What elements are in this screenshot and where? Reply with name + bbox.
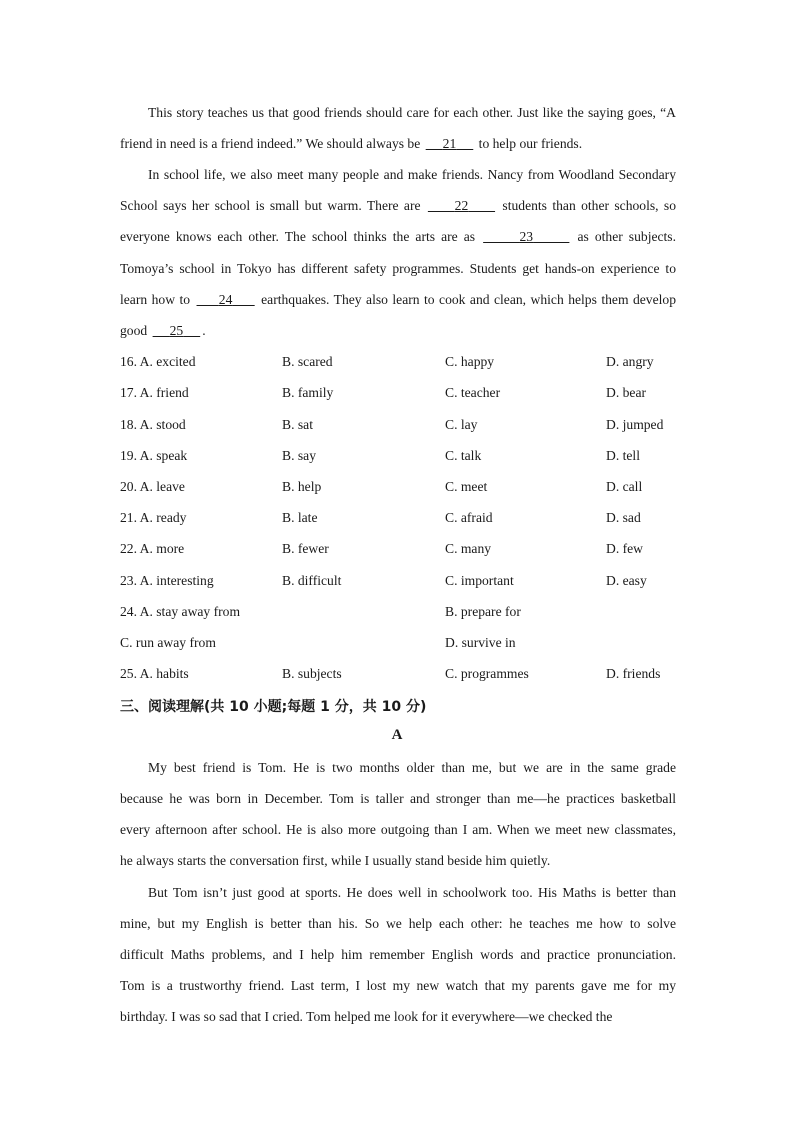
- option-b[interactable]: B. subjects: [282, 666, 342, 681]
- text-segment: to help our friends.: [475, 136, 583, 151]
- blank-23[interactable]: [481, 229, 571, 244]
- option-d[interactable]: D. easy: [606, 573, 647, 588]
- option-b[interactable]: B. scared: [282, 354, 333, 369]
- option-d[interactable]: D. call: [606, 479, 643, 494]
- text-segment: friend in need is a friend indeed.” We should always be: [120, 136, 424, 151]
- option-a[interactable]: 21. A. ready: [120, 510, 187, 525]
- option-d[interactable]: D. survive in: [445, 635, 516, 650]
- option-a[interactable]: 23. A. interesting: [120, 573, 214, 588]
- text-segment: School says her school is small but warm. There are: [120, 198, 426, 213]
- option-a[interactable]: 17. A. friend: [120, 385, 189, 400]
- option-a[interactable]: 24. A. stay away from: [120, 604, 241, 619]
- option-c[interactable]: C. run away from: [120, 635, 216, 650]
- option-b[interactable]: B. prepare for: [445, 604, 521, 619]
- blank-number: 23: [519, 229, 534, 244]
- option-b[interactable]: B. fewer: [282, 541, 329, 556]
- option-a[interactable]: 22. A. more: [120, 541, 185, 556]
- para2-line5: [120, 291, 676, 309]
- option-c[interactable]: C. meet: [445, 479, 488, 494]
- option-d[interactable]: D. angry: [606, 354, 654, 369]
- passage-line: because he was born in December. Tom is taller and stronger than me—he practices basketball: [120, 791, 676, 806]
- text-segment: everyone knows each other. The school thinks the arts are as: [120, 229, 482, 244]
- option-a[interactable]: 16. A. excited: [120, 354, 196, 369]
- para2-line6: [120, 322, 676, 340]
- passage-label: A: [391, 727, 403, 743]
- blank-number: 22: [454, 198, 469, 213]
- option-b[interactable]: B. sat: [282, 417, 313, 432]
- option-a[interactable]: 25. A. habits: [120, 666, 189, 681]
- blank-25[interactable]: [151, 323, 206, 338]
- passage-line: mine, but my English is better than his. So we help each other: he teaches me how to solve: [120, 916, 676, 931]
- option-b[interactable]: B. say: [282, 448, 316, 463]
- para1-line2: [120, 135, 676, 153]
- option-a[interactable]: 19. A. speak: [120, 448, 188, 463]
- option-d[interactable]: D. tell: [606, 448, 640, 463]
- passage-line: My best friend is Tom. He is two months older than me, but we are in the same grade: [148, 760, 676, 775]
- option-a[interactable]: 18. A. stood: [120, 417, 186, 432]
- option-b[interactable]: B. difficult: [282, 573, 342, 588]
- text-segment: as other subjects.: [571, 229, 676, 244]
- option-c[interactable]: C. afraid: [445, 510, 493, 525]
- option-c[interactable]: C. happy: [445, 354, 495, 369]
- para2-line2: [120, 197, 676, 215]
- option-c[interactable]: C. lay: [445, 417, 478, 432]
- option-c[interactable]: C. teacher: [445, 385, 501, 400]
- passage-line: But Tom isn’t just good at sports. He does well in schoolwork too. His Maths is better than: [148, 885, 676, 900]
- option-b[interactable]: B. help: [282, 479, 322, 494]
- blank-24[interactable]: [195, 292, 257, 307]
- option-d[interactable]: D. friends: [606, 666, 661, 681]
- para2-line1: In school life, we also meet many people and make friends. Nancy from Woodland Secondary: [148, 167, 676, 182]
- blank-number: 24: [218, 292, 233, 307]
- text-segment: .: [202, 323, 206, 338]
- option-d[interactable]: D. jumped: [606, 417, 664, 432]
- para2-line3: [120, 228, 676, 246]
- blank-number: 21: [442, 136, 457, 151]
- text-segment: learn how to: [120, 292, 195, 307]
- passage-line: Tom is a trustworthy friend. Last term, I lost my new watch that my parents gave me for my: [120, 978, 676, 993]
- option-c[interactable]: C. talk: [445, 448, 482, 463]
- blank-22[interactable]: [426, 198, 497, 213]
- text-segment: students than other schools, so: [497, 198, 677, 213]
- passage-line: difficult Maths problems, and I help him remember English words and practice pronunciation.: [120, 947, 676, 962]
- option-d[interactable]: D. sad: [606, 510, 641, 525]
- para2-line4: Tomoya’s school in Tokyo has different safety programmes. Students get hands-on experience to: [120, 261, 676, 276]
- option-d[interactable]: D. bear: [606, 385, 647, 400]
- text-segment: earthquakes. They also learn to cook and clean, which helps them develop: [256, 292, 677, 307]
- passage-line: every afternoon after school. He is also more outgoing than I am. When we meet new classmates,: [120, 822, 676, 837]
- passage-line: he always starts the conversation first, while I usually stand beside him quietly.: [120, 853, 551, 868]
- option-a[interactable]: 20. A. leave: [120, 479, 185, 494]
- option-c[interactable]: C. many: [445, 541, 492, 556]
- option-c[interactable]: C. programmes: [445, 666, 529, 681]
- para1-line1: This story teaches us that good friends should care for each other. Just like the saying goes, “A: [148, 105, 676, 120]
- text-segment: good: [120, 323, 151, 338]
- blank-number: 25: [169, 323, 184, 338]
- blank-21[interactable]: [424, 136, 476, 151]
- passage-line: birthday. I was so sad that I cried. Tom helped me look for it everywhere—we checked the: [120, 1009, 613, 1024]
- option-c[interactable]: C. important: [445, 573, 514, 588]
- section-heading: 三、阅读理解(共 10 小题;每题 1 分，共 10 分): [120, 699, 427, 715]
- option-d[interactable]: D. few: [606, 541, 643, 556]
- option-b[interactable]: B. late: [282, 510, 318, 525]
- option-b[interactable]: B. family: [282, 385, 334, 400]
